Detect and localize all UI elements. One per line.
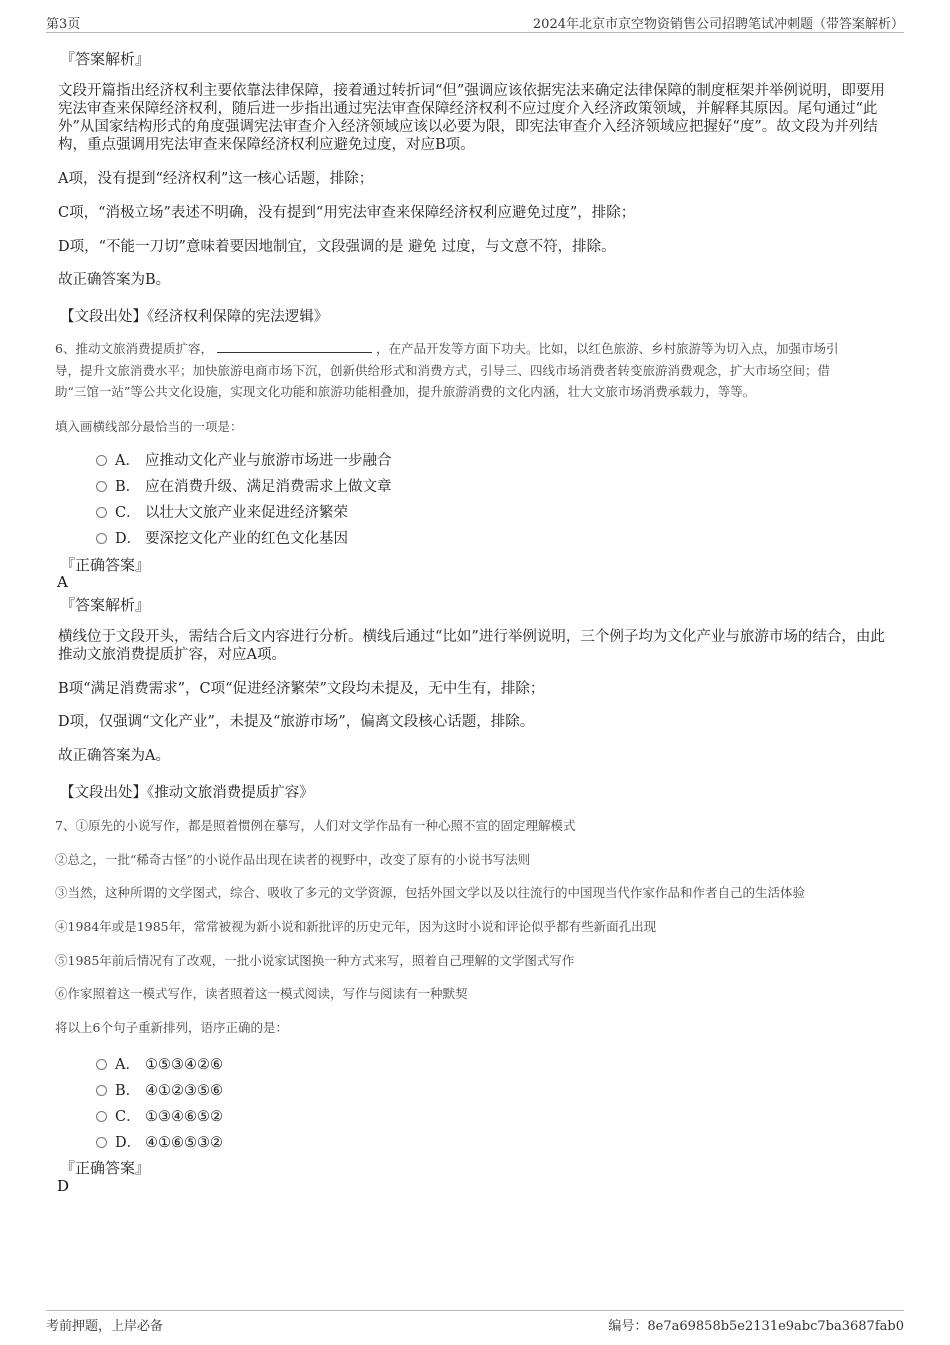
q5-analysis-paragraph-1: 文段开篇指出经济权利主要依靠法律保障，接着通过转折词“但”强调应该依据宪法来确定法律保障的制度框架并举例说明，即要用宪法审查来保障经济权利，随后进一步指出通过宪法审查保障经济权利不应过度介入经济政策领域，并解释其原因。尾句通过“此外”从国家结构形式的角度强调宪法审查介入经济领域应该以必要为限，即宪法审查介入经济领域应把握好“度”。故文段为并列结构，重点强调用宪法审查来保障经济权利应避免过度，对应B项。	[58, 83, 885, 153]
q7-option-d[interactable]: D． ④①⑥⑤③②	[96, 1131, 223, 1152]
page-footer	[46, 1310, 904, 1335]
q6-stem-line-2: 导，提升文旅消费水平；加快旅游电商市场下沉，创新供给形式和消费方式，引导三、四线市场消费者转变旅游消费观念，扩大市场空间；借	[55, 363, 831, 378]
q6-analysis-paragraph-3: D项，仅强调“文化产业”，未提及“旅游市场”，偏离文段核心话题，排除。	[58, 714, 535, 730]
q7-sentence-1: 7、①原先的小说写作，都是照着惯例在摹写，人们对文学作品有一种心照不宣的固定理解模式	[55, 818, 576, 833]
q6-analysis-paragraph-1: 横线位于文段开头，需结合后文内容进行分析。横线后通过“比如”进行举例说明，三个例子均为文化产业与旅游市场的结合，由此推动文旅消费提质扩容，对应A项。	[58, 629, 885, 663]
q6-correct-answer: A	[57, 573, 68, 591]
radio-icon[interactable]	[96, 1137, 107, 1148]
q5-analysis-paragraph-5: 故正确答案为B。	[58, 272, 171, 288]
radio-icon[interactable]	[96, 1059, 107, 1070]
q6-option-d[interactable]: D． 要深挖文化产业的红色文化基因	[96, 527, 348, 548]
q6-analysis-label: 『答案解析』	[60, 596, 151, 614]
q7-sentence-4: ④1984年或是1985年，常常被视为新小说和新批评的历史元年，因为这时小说和评论似乎都有些新面孔出现	[55, 919, 657, 934]
q7-sentence-3: ③当然，这种所谓的文学图式，综合、吸收了多元的文学资源，包括外国文学以及以往流行的中国现当代作家作品和作者自己的生活体验	[55, 885, 806, 900]
radio-icon[interactable]	[96, 1085, 107, 1096]
q7-correct-label: 『正确答案』	[60, 1159, 151, 1177]
q6-prompt: 填入画横线部分最恰当的一项是：	[55, 419, 243, 434]
radio-icon[interactable]	[96, 1111, 107, 1122]
document-title: 2024年北京市京空物资销售公司招聘笔试冲刺题（带答案解析）	[532, 17, 904, 32]
page-number: 第3页	[46, 17, 81, 32]
q6-stem-line-1	[55, 339, 838, 357]
q6-stem-line-3: 助“三馆一站”等公共文化设施，实现文化功能和旅游功能相叠加，提升旅游消费的文化内涵，壮大文旅市场消费承载力，等等。	[55, 384, 756, 399]
q6-option-c[interactable]: C． 以壮大文旅产业来促进经济繁荣	[96, 501, 348, 522]
q6-correct-label: 『正确答案』	[60, 556, 151, 574]
q7-option-a[interactable]: A． ①⑤③④②⑥	[96, 1053, 223, 1074]
q5-analysis-paragraph-4: D项，“不能一刀切”意味着要因地制宜，文段强调的是 避免 过度，与文意不符，排除。	[58, 239, 616, 255]
radio-icon[interactable]	[96, 507, 107, 518]
q5-analysis-paragraph-3: C项，“消极立场”表述不明确，没有提到“用宪法审查来保障经济权利应避免过度”，排除；	[58, 205, 636, 221]
page-header	[46, 10, 904, 33]
q7-sentence-6: ⑥作家照着这一模式写作，读者照着这一模式阅读，写作与阅读有一种默契	[55, 986, 468, 1001]
q6-source: 【文段出处】《推动文旅消费提质扩容》	[60, 785, 314, 801]
q7-option-b[interactable]: B． ④①②③⑤⑥	[96, 1079, 223, 1100]
q6-analysis-paragraph-2: B项“满足消费需求”，C项“促进经济繁荣”文段均未提及，无中生有，排除；	[58, 681, 545, 697]
q5-analysis-paragraph-2: A项，没有提到“经济权利”这一核心话题，排除；	[58, 171, 374, 187]
radio-icon[interactable]	[96, 481, 107, 492]
q7-correct-answer: D	[57, 1177, 70, 1195]
q5-analysis-label: 『答案解析』	[60, 50, 151, 68]
q7-sentence-5: ⑤1985年前后情况有了改观，一批小说家试图换一种方式来写，照着自己理解的文学图式写作	[55, 953, 575, 968]
radio-icon[interactable]	[96, 533, 107, 544]
q6-fill-blank	[217, 340, 372, 353]
q6-stem-before-blank: 6、推动文旅消费提质扩容，	[55, 341, 213, 356]
q6-analysis-paragraph-4: 故正确答案为A。	[58, 748, 170, 764]
q7-prompt: 将以上6个句子重新排列，语序正确的是：	[55, 1020, 288, 1035]
q6-stem-after-blank: ，在产品开发等方面下功夫。比如，以红色旅游、乡村旅游等为切入点，加强市场引	[375, 341, 839, 356]
q5-source: 【文段出处】《经济权利保障的宪法逻辑》	[60, 309, 329, 325]
q7-option-c[interactable]: C． ①③④⑥⑤②	[96, 1105, 223, 1126]
q6-option-a[interactable]: A． 应推动文化产业与旅游市场进一步融合	[96, 449, 392, 470]
document-code: 编号：8e7a69858b5e2131e9abc7ba3687fab0	[608, 1319, 904, 1334]
radio-icon[interactable]	[96, 455, 107, 466]
q6-option-b[interactable]: B． 应在消费升级、满足消费需求上做文章	[96, 475, 392, 496]
footer-slogan: 考前押题，上岸必备	[46, 1319, 164, 1334]
q7-sentence-2: ②总之，一批“稀奇古怪”的小说作品出现在读者的视野中，改变了原有的小说书写法则	[55, 852, 531, 867]
